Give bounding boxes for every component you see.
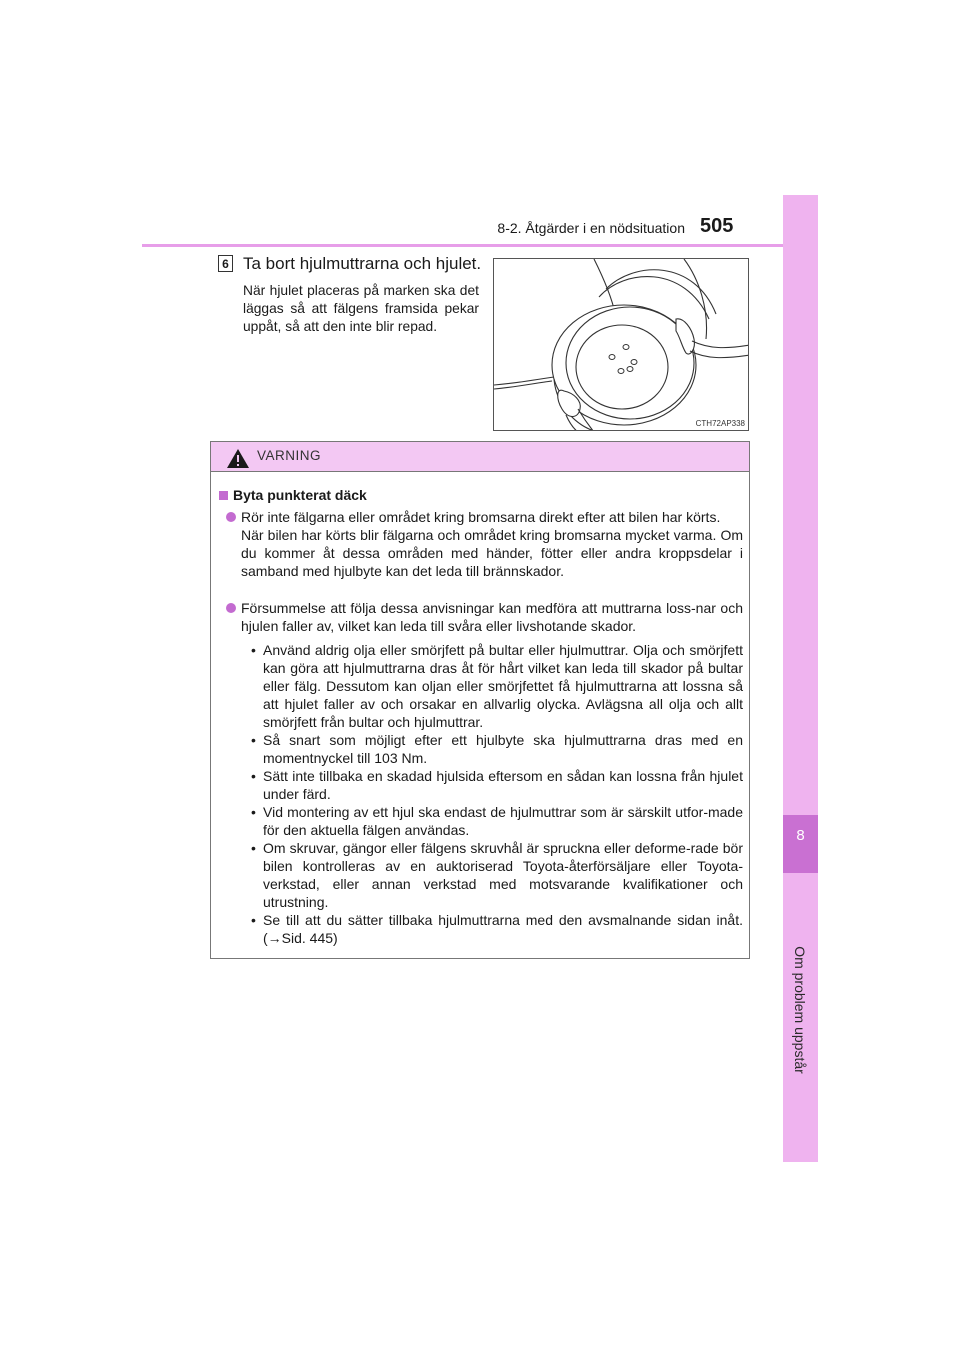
warning-header [211, 442, 749, 472]
warning-section-heading: Byta punkterat däck [219, 487, 367, 503]
step-number-badge: 6 [218, 255, 233, 272]
warning-point-nuts [226, 599, 743, 635]
header-rule [142, 244, 818, 247]
square-bullet-icon [219, 491, 228, 500]
warning-point-text: Rör inte fälgarna eller området kring bromsarna direkt efter att bilen har körts. [241, 509, 721, 525]
image-reference-code: CTH72AP338 [695, 419, 745, 428]
list-item: • Vid montering av ett hjul ska endast de hjulmuttrar som är särskilt utfor-made för den aktuella fälgen användas. [251, 803, 743, 839]
warning-label: VARNING [257, 448, 322, 463]
round-bullet-icon [226, 512, 236, 522]
round-bullet-icon [226, 603, 236, 613]
list-item: • Om skruvar, gängor eller fälgens skruvhål är spruckna eller deforme-rade bör bilen kontrolleras av en auktoriserad Toyota-återförsäljare eller Toyota-verkstad, eller annan verkstad med motsvarande kvalifikationer och utrustning. [251, 839, 743, 911]
section-title: 8-2. Åtgärder i en nödsituation [497, 220, 685, 236]
list-item: • Använd aldrig olja eller smörjfett på bultar eller hjulmuttrar. Olja och smörjfett kan göra att hjulmuttrarna dras åt för hårt vilket kan leda till skador på bultar eller fälg. Dessutom kan oljan eller smörjfettet få hjulmuttrarna att lossna så att hjulet faller av och orsakar en allvarlig olycka. Avlägsna all olja och allt smörjfett från bultar och hjulmuttrar. [251, 641, 743, 731]
step-title: Ta bort hjulmuttrarna och hjulet. [243, 254, 482, 273]
warning-box [210, 441, 750, 959]
chapter-number: 8 [796, 827, 805, 844]
warning-bullet-list [251, 641, 743, 947]
page-number: 505 [700, 215, 734, 237]
wheel-removal-illustration [493, 258, 749, 431]
list-item: • Så snart som möjligt efter ett hjulbyte ska hjulmuttrarna dras med en momentnyckel till 103 Nm. [251, 731, 743, 767]
chapter-tab[interactable] [783, 815, 818, 873]
wheel-drawing [494, 259, 749, 431]
warning-triangle-icon [227, 449, 249, 468]
list-item: • Sätt inte tillbaka en skadad hjulsida eftersom en sådan kan lossna från hjulet under färd. [251, 767, 743, 803]
chapter-label: Om problem uppstår [792, 946, 808, 1074]
list-item: • Se till att du sätter tillbaka hjulmuttrarna med den avsmalnande sidan inåt. (→Sid. 445) [251, 911, 743, 947]
warning-point-text: Försummelse att följa dessa anvisningar kan medföra att muttrarna loss-nar och hjulen faller av, vilket kan leda till svåra eller livshotande skador. [241, 600, 743, 634]
warning-point-text: När bilen har körts blir fälgarna och området kring bromsarna mycket varma. Om du kommer åt dessa områden med händer, fötter eller andra kroppsdelar i samband med hjulbyte kan det leda till brännskador. [241, 527, 743, 579]
step-description: När hjulet placeras på marken ska det läggas så att fälgens framsida pekar uppåt, så att den inte blir repad. [243, 283, 479, 334]
warning-point-brakes [226, 508, 743, 580]
